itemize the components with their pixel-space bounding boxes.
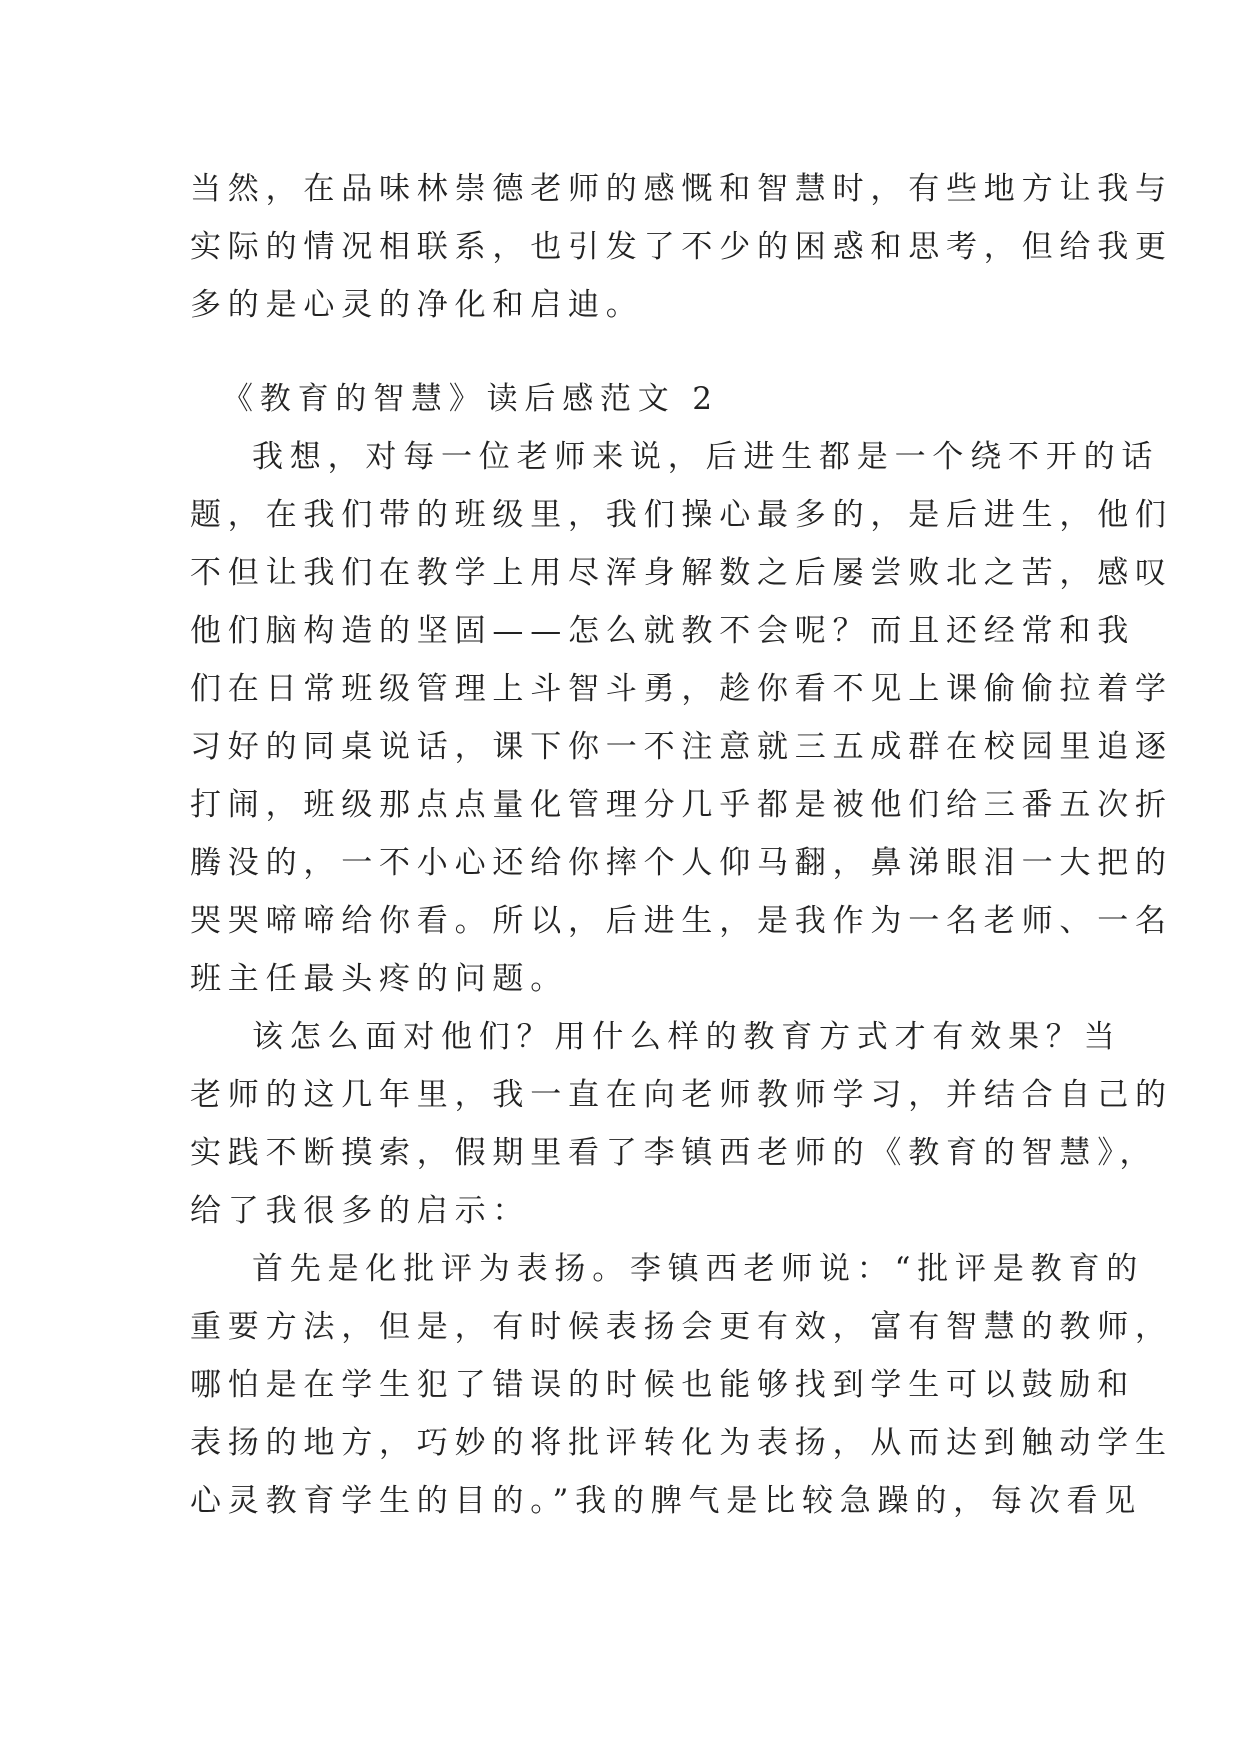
text-line: 习好的同桌说话，课下你一不注意就三五成群在校园里追逐	[190, 729, 1173, 765]
text-line: 我想，对每一位老师来说，后进生都是一个绕不开的话	[252, 439, 1160, 475]
text-line: 当然，在品味林崇德老师的感慨和智慧时，有些地方让我与	[190, 171, 1173, 207]
text-line: 不但让我们在教学上用尽浑身解数之后屡尝败北之苦，感叹	[190, 555, 1173, 591]
text-line: 题，在我们带的班级里，我们操心最多的，是后进生，他们	[190, 497, 1173, 533]
text-line: 表扬的地方，巧妙的将批评转化为表扬，从而达到触动学生	[190, 1425, 1173, 1461]
text-line: 老师的这几年里，我一直在向老师教师学习，并结合自己的	[190, 1077, 1173, 1113]
text-line: 该怎么面对他们？用什么样的教育方式才有效果？当	[252, 1019, 1122, 1055]
text-line: 重要方法，但是，有时候表扬会更有效，富有智慧的教师，	[190, 1309, 1173, 1345]
text-line: 实际的情况相联系，也引发了不少的困惑和思考，但给我更	[190, 229, 1173, 265]
text-line: 哭哭啼啼给你看。所以，后进生，是我作为一名老师、一名	[190, 903, 1173, 939]
text-line: 多的是心灵的净化和启迪。	[190, 287, 644, 323]
text-line: 腾没的，一不小心还给你摔个人仰马翻，鼻涕眼泪一大把的	[190, 845, 1173, 881]
text-line: 首先是化批评为表扬。李镇西老师说：“批评是教育的	[252, 1251, 1145, 1287]
section-heading: 《教育的智慧》读后感范文 2	[222, 381, 719, 417]
text-line: 打闹，班级那点点量化管理分几乎都是被他们给三番五次折	[190, 787, 1173, 823]
text-line: 们在日常班级管理上斗智斗勇，趁你看不见上课偷偷拉着学	[190, 671, 1173, 707]
text-line: 哪怕是在学生犯了错误的时候也能够找到学生可以鼓励和	[190, 1367, 1135, 1403]
text-line: 他们脑构造的坚固——怎么就教不会呢？而且还经常和我	[190, 613, 1135, 649]
text-line: 给了我很多的启示：	[190, 1193, 531, 1229]
text-line: 实践不断摸索，假期里看了李镇西老师的《教育的智慧》，	[190, 1135, 1158, 1171]
text-line: 心灵教育学生的目的。”我的脾气是比较急躁的，每次看见	[190, 1483, 1143, 1519]
text-line: 班主任最头疼的问题。	[190, 961, 568, 997]
